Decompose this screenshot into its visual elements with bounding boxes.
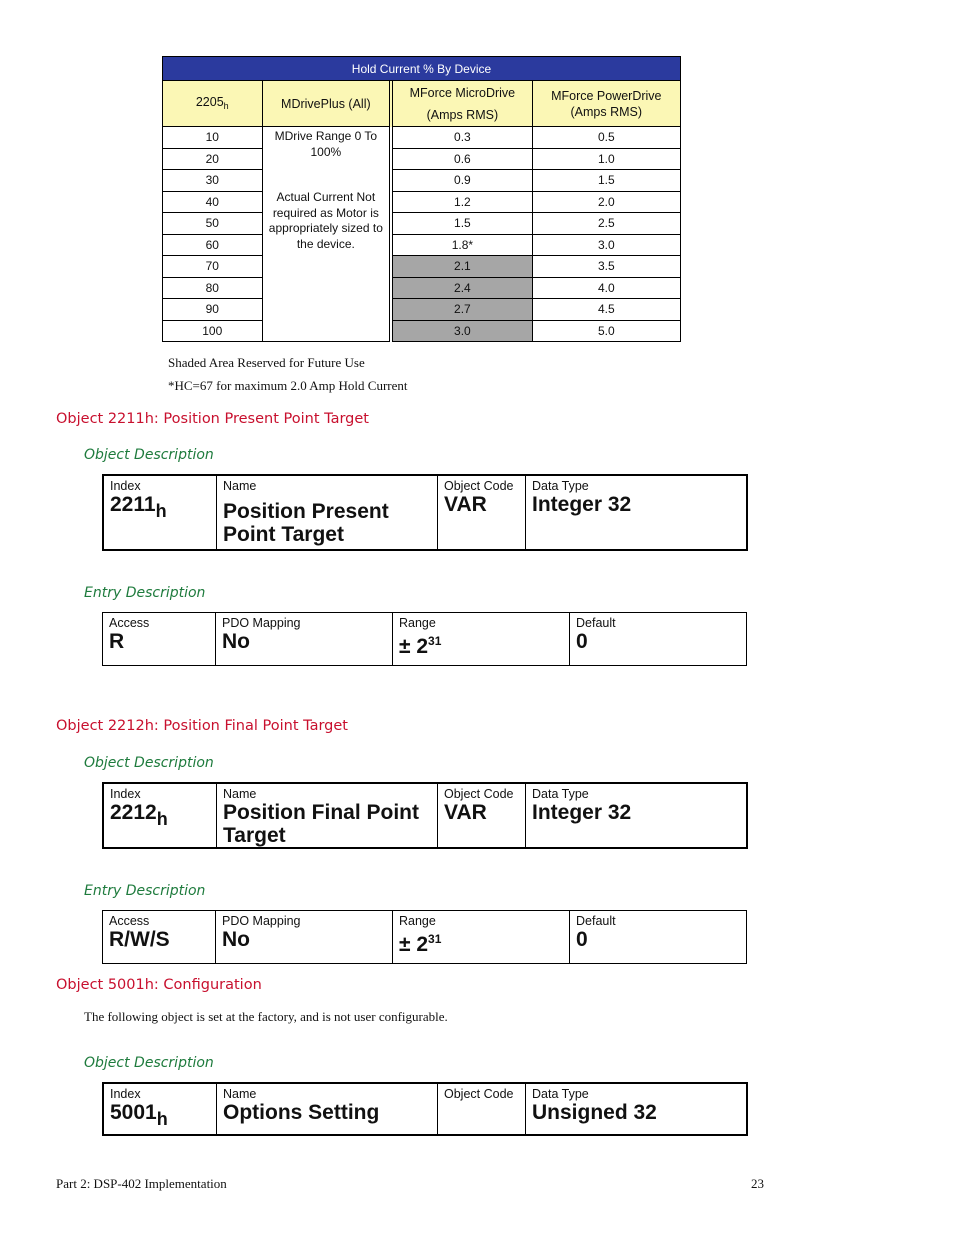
powerdrive-current-cell: 2.5 (532, 213, 680, 235)
object-description-label: Object Description (84, 1055, 214, 1071)
object-code-value: VAR (444, 801, 487, 824)
hold-percent-cell: 80 (163, 277, 263, 299)
table-row (163, 299, 681, 321)
pdo-cell: PDO Mapping No (216, 613, 393, 665)
powerdrive-current-cell: 1.0 (532, 148, 680, 170)
range-cell: Range ± $2^{31}$ (393, 613, 570, 665)
footer-section-title: Part 2: DSP-402 Implementation (56, 1176, 227, 1191)
hold-current-table (162, 56, 681, 342)
data-type-cell: Data Type Integer 32 (526, 476, 746, 549)
table-row (163, 170, 681, 192)
access-cell: Access R (103, 613, 216, 665)
footnote-hc67: *HC=67 for maximum 2.0 Amp Hold Current (168, 378, 408, 393)
microdrive-current-cell: 2.7 (393, 299, 532, 321)
table-row (163, 213, 681, 235)
object-code-cell: Object Code (438, 1084, 526, 1134)
index-value: $2212_h$ (110, 801, 168, 829)
table-row (163, 277, 681, 299)
object-code-value: VAR (444, 493, 487, 516)
hold-percent-cell: 50 (163, 213, 263, 235)
hold-percent-cell: 100 (163, 320, 263, 342)
default-value: 0 (576, 928, 588, 951)
microdrive-current-cell: 2.4 (393, 277, 532, 299)
range-value: ± $2^{31}$ (399, 634, 442, 658)
entry-description-label: Entry Description (84, 585, 206, 601)
range-value: ± $2^{31}$ (399, 932, 442, 956)
entry-description-box-2211 (102, 612, 747, 666)
microdrive-current-cell: 0.3 (393, 127, 532, 149)
powerdrive-current-cell: 5.0 (532, 320, 680, 342)
mdriveplus-note: Actual Current Not required as Motor is appropriately sized to the device. (268, 190, 383, 251)
table-row (163, 127, 681, 149)
microdrive-current-cell: 1.8* (393, 234, 532, 256)
object-description-box-2211 (102, 474, 748, 551)
entry-description-box-2212 (102, 910, 747, 964)
table-row (163, 320, 681, 342)
microdrive-current-cell: 0.9 (393, 170, 532, 192)
microdrive-current-cell: 1.2 (393, 191, 532, 213)
hold-percent-cell: 60 (163, 234, 263, 256)
default-value: 0 (576, 630, 588, 653)
range-cell: Range ± $2^{31}$ (393, 911, 570, 963)
table-title: Hold Current % By Device (163, 57, 681, 81)
table-row (163, 256, 681, 278)
name-cell: Name Position Present Point Target (217, 476, 438, 549)
index-cell: Index $5001_h$ (104, 1084, 217, 1134)
access-cell: Access R/W/S (103, 911, 216, 963)
index-cell: Index $2212_h$ (104, 784, 217, 847)
name-value: Position Present Point Target (223, 500, 389, 546)
entry-description-label: Entry Description (84, 883, 206, 899)
page-number: 23 (751, 1176, 764, 1191)
header-object-index: $2205_h$ (163, 81, 263, 127)
access-value: R/W/S (109, 928, 170, 951)
object-description-label: Object Description (84, 755, 214, 771)
object-description-label: Object Description (84, 447, 214, 463)
hold-percent-cell: 70 (163, 256, 263, 278)
powerdrive-current-cell: 1.5 (532, 170, 680, 192)
header-microdrive: MForce MicroDrive (Amps RMS) (393, 81, 532, 127)
powerdrive-current-cell: 3.5 (532, 256, 680, 278)
object-code-cell: Object Code VAR (438, 476, 526, 549)
index-cell: Index $2211_h$ (104, 476, 217, 549)
pdo-value: No (222, 630, 250, 653)
microdrive-current-cell: 1.5 (393, 213, 532, 235)
table-row (163, 148, 681, 170)
object-description-box-5001 (102, 1082, 748, 1136)
access-value: R (109, 630, 125, 653)
hold-percent-cell: 10 (163, 127, 263, 149)
index-value: $2211_h$ (110, 493, 167, 521)
shaded-note: Shaded Area Reserved for Future Use (168, 355, 365, 370)
object-code-cell: Object Code VAR (438, 784, 526, 847)
section-heading-2212: Object 2212h: Position Final Point Target (56, 718, 348, 734)
powerdrive-current-cell: 2.0 (532, 191, 680, 213)
name-value: Position Final Point Target (223, 801, 419, 847)
powerdrive-current-cell: 3.0 (532, 234, 680, 256)
microdrive-current-cell: 2.1 (393, 256, 532, 278)
default-cell: Default 0 (570, 613, 746, 665)
hold-percent-cell: 30 (163, 170, 263, 192)
table-row (163, 191, 681, 213)
header-powerdrive: MForce PowerDrive (Amps RMS) (532, 81, 680, 127)
pdo-value: No (222, 928, 250, 951)
microdrive-current-cell: 0.6 (393, 148, 532, 170)
hold-percent-cell: 20 (163, 148, 263, 170)
data-type-cell: Data Type Integer 32 (526, 784, 746, 847)
powerdrive-current-cell: 4.5 (532, 299, 680, 321)
name-cell: Name Position Final Point Target (217, 784, 438, 847)
mdriveplus-range-cell: MDrive Range 0 To 100% Actual Current Not required as Motor is appropriately sized to the device. (262, 127, 390, 342)
config-intro-text: The following object is set at the factory, and is not user configurable. (84, 1009, 448, 1024)
name-value: Options Setting (223, 1101, 380, 1124)
header-mdriveplus: MDrivePlus (All) (262, 81, 390, 127)
hold-percent-cell: 90 (163, 299, 263, 321)
section-heading-5001: Object 5001h: Configuration (56, 977, 262, 993)
powerdrive-current-cell: 4.0 (532, 277, 680, 299)
table-row (163, 234, 681, 256)
data-type-cell: Data Type Unsigned 32 (526, 1084, 746, 1134)
hold-percent-cell: 40 (163, 191, 263, 213)
data-type-value: Integer 32 (532, 493, 632, 516)
object-description-box-2212 (102, 782, 748, 849)
index-value: $5001_h$ (110, 1101, 168, 1129)
default-cell: Default 0 (570, 911, 746, 963)
data-type-value: Integer 32 (532, 801, 632, 824)
section-heading-2211: Object 2211h: Position Present Point Target (56, 411, 369, 427)
powerdrive-current-cell: 0.5 (532, 127, 680, 149)
name-cell: Name Options Setting (217, 1084, 438, 1134)
data-type-value: Unsigned 32 (532, 1101, 657, 1124)
microdrive-current-cell: 3.0 (393, 320, 532, 342)
pdo-cell: PDO Mapping No (216, 911, 393, 963)
